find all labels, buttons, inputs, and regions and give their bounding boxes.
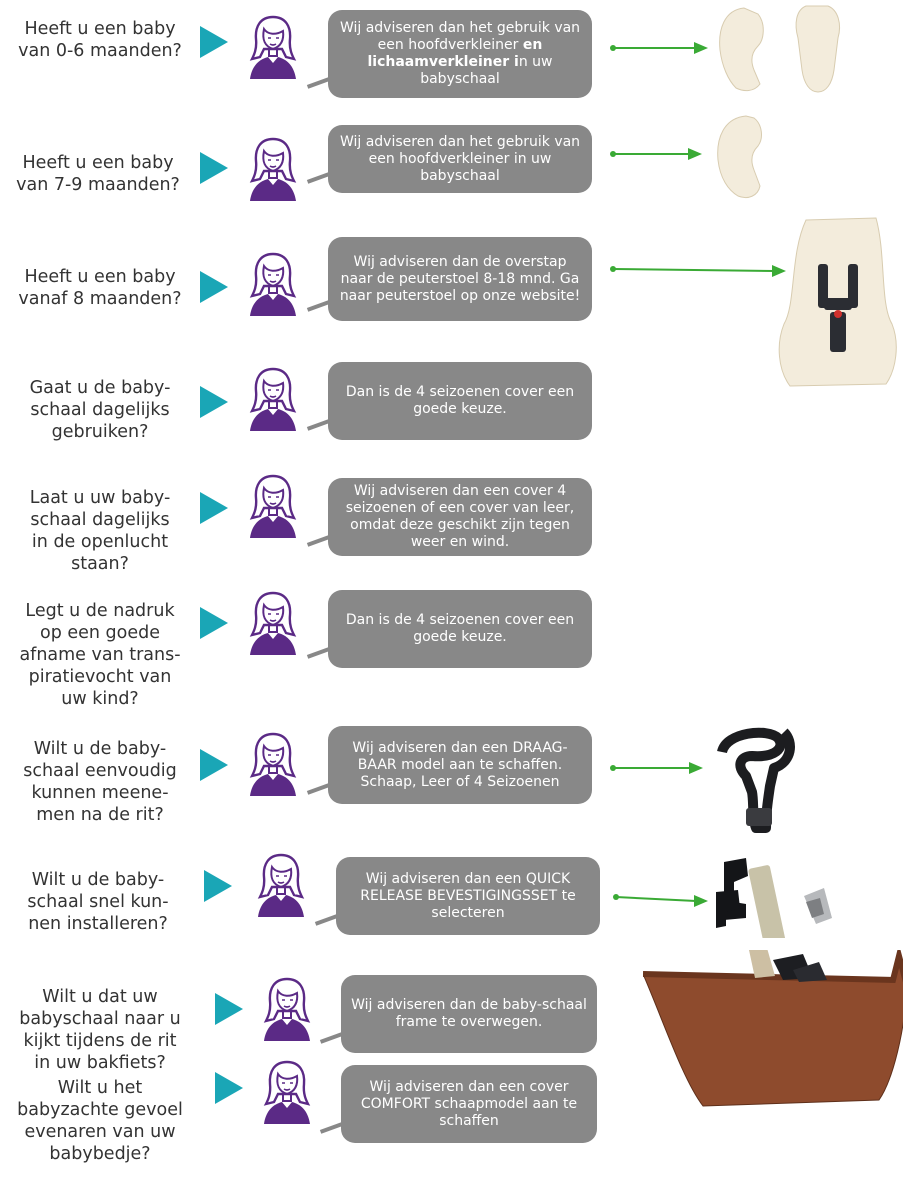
quick-release-set-image [712,852,862,938]
pointer-triangle-icon [200,271,228,303]
advice-bubble [328,726,592,804]
question-text: Heeft u een baby van 7-9 maanden? [16,153,180,195]
advice-bubble [328,237,592,321]
advice-text: Wij adviseren dan het gebruik van een hoofdverkleiner en lichaamverkleiner in uw babyschaal [339,20,581,87]
advisor-avatar-icon [246,472,300,538]
advisor-avatar-icon [246,13,300,79]
advice-bubble [328,10,592,98]
cargo-bike-frame-image [643,950,903,1110]
advice-bubble [341,975,597,1053]
advice-text: Wij adviseren dan het gebruik van een hoofdverkleiner in uw babyschaal [339,133,581,184]
advice-bubble [336,857,600,935]
advisor-avatar-icon [246,365,300,431]
question-text: Gaat u de baby- schaal dagelijks gebruiken? [29,378,171,442]
pointer-triangle-icon [200,607,228,639]
advice-text: Wij adviseren dan een cover COMFORT schaapmodel aan te schaffen [360,1078,578,1129]
question-text: Wilt u de baby- schaal eenvoudig kunnen meene- men na de rit? [23,739,177,825]
question-text: Laat u uw baby- schaal dagelijks in de openlucht staan? [29,488,171,574]
advice-text: Dan is de 4 seizoenen cover een goede keuze. [345,384,575,417]
advisor-avatar-icon [260,1058,314,1124]
advice-text: Wij adviseren dan een cover 4 seizoenen of een cover van leer, omdat deze geschikt zijn tegen weer en wind. [345,483,575,550]
advice-bubble [328,125,592,193]
head-reducer-image [712,108,782,203]
advice-bubble [328,362,592,440]
carry-strap-image [712,722,802,836]
advice-text: Wij adviseren dan de baby-schaal frame te overwegen. [351,997,587,1030]
toddler-seat-cover-image [776,214,900,392]
advisor-avatar-icon [246,730,300,796]
advisor-avatar-icon [246,589,300,655]
pointer-triangle-icon [215,993,243,1025]
question-text: Legt u de nadruk op een goede afname van trans- piratievocht van uw kind? [19,601,181,709]
advice-text: Wij adviseren dan een QUICK RELEASE BEVESTIGINGSSET te selecteren [360,870,576,921]
pointer-triangle-icon [204,870,232,902]
advisor-avatar-icon [246,135,300,201]
question-text: Wilt u dat uw babyschaal naar u kijkt tijdens de rit in uw bakfiets? [19,987,181,1073]
pointer-triangle-icon [200,492,228,524]
pointer-triangle-icon [200,26,228,58]
pointer-triangle-icon [200,386,228,418]
question-text: Heeft u een baby vanaf 8 maanden? [18,267,182,309]
question-text: Heeft u een baby van 0-6 maanden? [18,19,182,61]
head-and-body-reducer-image [714,0,864,95]
advice-bubble [328,590,592,668]
advice-bubble [328,478,592,556]
advice-text: Dan is de 4 seizoenen cover een goede keuze. [345,612,575,645]
question-text: Wilt u het babyzachte gevoel evenaren van uw babybedje? [17,1078,183,1164]
advice-text: Wij adviseren dan de overstap naar de peuterstoel 8-18 mnd. Ga naar peuterstoel op onze website! [339,253,581,304]
advisor-avatar-icon [246,250,300,316]
advisor-avatar-icon [254,851,308,917]
question-text: Wilt u de baby- schaal snel kun- nen installeren? [27,870,169,934]
pointer-triangle-icon [200,749,228,781]
advice-text: Wij adviseren dan een DRAAG-BAAR model aan te schaffen. Schaap, Leer of 4 Seizoenen [352,739,568,790]
pointer-triangle-icon [215,1072,243,1104]
advisor-avatar-icon [260,975,314,1041]
advice-bubble [341,1065,597,1143]
pointer-triangle-icon [200,152,228,184]
